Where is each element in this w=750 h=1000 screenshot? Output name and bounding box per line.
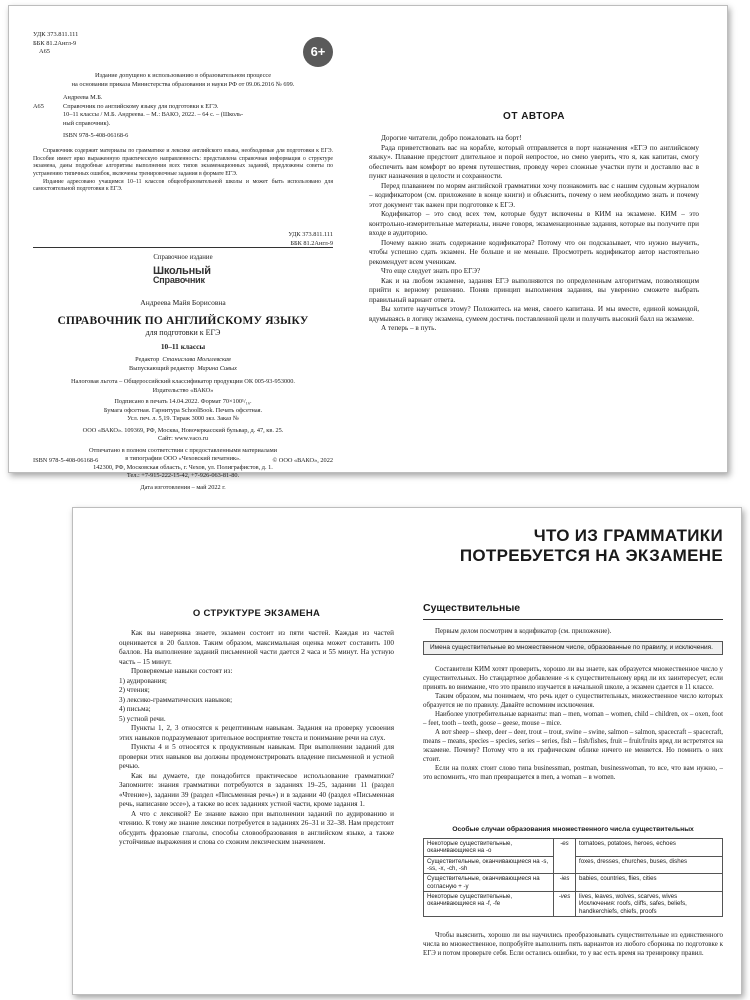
grammar-intro: Первым делом посмотрим в кодификатор (см. приложение). (435, 628, 612, 635)
structure-paragraph: Как вы думаете, где понадобится практическое использование грамматики? Запомните: знания грамматики потребуются в заданиях 19–25, задании 11 (раздел «Чтение»), задании 39 (раздел «Письменная речь») и в задании 40 (раздел «Письменная речь, написание эссе»), а также во всех заданиях устной части, кроме задания 1. (119, 771, 394, 808)
structure-heading: О СТРУКТУРЕ ЭКЗАМЕНА (192, 608, 321, 619)
grammar-paragraph: Если на полях стоит слово типа businessman, postman, businesswoman, то все, что вам нужно, – это вспомнить, что man превращается в men, а woman – в women. (423, 764, 723, 781)
age-rating-badge: 6+ (303, 37, 333, 67)
foreword-paragraph: Перед плаванием по морям английской грамматики хочу познакомить вас с нашим судовым журналом – кодификатором (см. приложение в конце книги) и объяснить, почему о нем необходимо знать и почему этот документ так важен при подготовке к ЕГЭ. (369, 181, 699, 209)
annotation (33, 148, 333, 194)
approval-line-2: на основании приказа Министерства образования и науки РФ от 09.06.2016 № 699. (71, 80, 295, 88)
structure-paragraph: Пункты 1, 2, 3 относятся к рецептивным навыкам. Задания на проверку усвоения этих навыков подразумевают зрительное восприятие текста и понимание речи на слух. (119, 724, 394, 742)
printing-line-3: 142300, РФ, Московская область, г. Чехов, ул. Полиграфистов, д. 1. (93, 463, 273, 471)
foreword-heading: ОТ АВТОРА (503, 111, 565, 122)
plural-rules-table (423, 838, 723, 917)
grammar-title (423, 526, 723, 567)
ending-cell: -ies (554, 874, 576, 892)
rule-cell: Существительные, оканчивающиеся на согласную + -y (424, 874, 554, 892)
grammar-title-line-2: ПОТРЕБУЕТСЯ НА ЭКЗАМЕНЕ (459, 546, 723, 566)
rule-cell: Некоторые существительные, оканчивающиеся на -f, -fe (424, 891, 554, 916)
annotation-text-2: Издание адресовано учащимся 10–11 классов общеобразовательной школы и может быть использовано для самостоятельной подготовки к ЕГЭ. (33, 178, 333, 193)
structure-body (119, 629, 394, 848)
logo-line-1: Школьный (153, 265, 211, 277)
udk-code: УДК 373.811.111 (33, 31, 79, 38)
examples-cell: lives, leaves, wolves, scarves, wives Исключения: roofs, cliffs, safes, beliefs, handkerchiefs, chiefs, proofs (576, 891, 723, 916)
skill-item: 2) чтения; (119, 686, 150, 694)
isbn: ISBN 978-5-408-06168-6 (63, 132, 129, 139)
foreword-paragraph: А теперь – в путь. (381, 324, 437, 332)
grammar-body (423, 666, 723, 783)
table-row (424, 839, 723, 857)
editor-name: Станислава Могилевская (162, 356, 231, 363)
biblio-line-3: ный справочник). (63, 119, 111, 127)
codifier-box: Имена существительные во множественном числе, образованные по правилу, и исключения. (423, 641, 723, 655)
foreword-paragraph: Что еще следует знать про ЕГЭ? (381, 267, 481, 275)
grammar-paragraph: А вот sheep – sheep, deer – deer, trout – trout, swine – swine, salmon – salmon, spacecraft – spacecraft, means – means, species – species, series – series, fish – fish/fishes, fruit – fruit/fruits вряд ли встретятся на экзамене. Почему? Потому что в их графическом облике ничего не меняется. Но помнить о них стоит. (423, 728, 723, 763)
publisher-site: Сайт: www.vaco.ru (158, 435, 208, 442)
book-grades: 10–11 классы (160, 342, 206, 351)
structure-paragraph: А что с лексикой? Ее знание важно при выполнении заданий по аудированию и чтению. К тому же знание лексики потребуется в заданиях 26–31 и 32–38. Нам предстоит обсудить фразовые глаголы, способы словообразования в английском языке, а также устойчивые выражения и слова со схожим лексическим значением. (119, 809, 394, 846)
printing-line-1: Отпечатано в полном соответствии с предоставленными материалами (88, 446, 278, 454)
author-sign: А65 (39, 48, 51, 56)
foreword-paragraph: Вы хотите научиться этому? Положитесь на меня, своего капитана. И мы вместе, единой командой, вдумываясь в логику экзамена, сумеем достичь поставленной цели и получить высокий балл на экзамене. (369, 305, 699, 323)
structure-paragraph: Пункты 4 и 5 относятся к продуктивным навыкам. При выполнении заданий для проверки этих навыков вы должны продемонстрировать владение письменной и устной речью. (119, 743, 394, 770)
issuing-editor-name: Марина Сивых (197, 364, 237, 372)
author-foreword-page (369, 6, 699, 472)
publisher-line: Издательство «ВАКО» (152, 386, 214, 394)
print-info (33, 378, 333, 492)
author-short-name: Андреева М.Б. (63, 94, 103, 101)
print-line-3: Усл. печ. л. 5,19. Тираж 3000 экз. Заказ № (127, 415, 239, 422)
biblio-line-1: Справочник по английскому языку для подготовки к ЕГЭ. (63, 102, 219, 110)
author-full-name: Андреева Майя Борисовна (140, 298, 226, 307)
examples-cell: tomatoes, potatoes, heroes, echoes (576, 839, 723, 857)
print-line-2: Бумага офсетная. Гарнитура SchoolBook. Печать офсетная. (103, 406, 263, 414)
examples-cell: babies, countries, flies, cities (576, 874, 723, 892)
book-title: СПРАВОЧНИК ПО АНГЛИЙСКОМУ ЯЗЫКУ (57, 315, 309, 327)
rule-cell: Существительные, оканчивающиеся на -s, -ss, -x, -ch, -sh (424, 856, 554, 874)
book-spread-top (8, 5, 728, 491)
imprint-footer (33, 457, 333, 466)
issuing-editor-label: Выпускающий редактор (129, 364, 195, 372)
exam-structure-page (119, 508, 394, 994)
print-line-1: Подписано в печать 14.04.2022. Формат 70×100¹/₁₆. (114, 398, 252, 405)
copyright: © ООО «ВАКО», 2022 (272, 457, 333, 464)
skill-item: 5) устной речи. (119, 714, 166, 723)
table-row (424, 874, 723, 892)
editors (33, 356, 333, 373)
examples-cell: foxes, dresses, churches, buses, dishes (576, 856, 723, 874)
book-spread-bottom (72, 507, 742, 995)
foreword-paragraph: Как и на любом экзамене, задания ЕГЭ выполняются по определенным алгоритмам, позволяющим прийти к верному решению. Поняв принцип выполнения задания, вы уверенно сможете выбрать правильный вариант ответа. (369, 276, 699, 304)
grammar-title-line-1: ЧТО ИЗ ГРАММАТИКИ (533, 526, 723, 545)
grammar-page (423, 508, 723, 994)
printing-line-2: в типографии ООО «Чеховский печатник». (125, 455, 241, 462)
skill-item: 4) письма; (119, 705, 151, 713)
publisher-address: ООО «ВАКО». 109369, РФ, Москва, Новочеркасский бульвар, д. 47, кв. 25. (82, 426, 284, 434)
structure-paragraph: Проверяемые навыки состоят из: (131, 667, 233, 675)
nouns-section-title: Существительные (423, 602, 723, 620)
udk-right: УДК 373.811.111 (288, 231, 333, 238)
udk-block (33, 31, 78, 57)
bbk-right: ББК 81.2Англ-9 (290, 239, 333, 247)
approval-line-1: Издание допущено к использованию в образовательном процессе (94, 72, 272, 79)
tax-line: Налоговая льгота – Общероссийский классификатор продукции ОК 005-93-953000. (70, 378, 296, 385)
ending-cell: -es (554, 839, 576, 874)
foreword-paragraph: Кодификатор – это свод всех тем, которые будут включены в КИМ на экзамене. КИМ – это контрольно-измерительные материалы, иначе говоря, экзаменационные задания, которые вы получите при входе в аудиторию. (369, 210, 699, 237)
approval-note (33, 72, 333, 89)
table-caption: Особые случаи образования множественного числа существительных (452, 826, 694, 833)
table-row (424, 891, 723, 916)
printing-line-4: Тел.: +7-915-222-15-42, +7-926-063-81-80. (126, 472, 240, 479)
manufacture-date: Дата изготовления – май 2022 г. (140, 483, 226, 491)
skill-item: 1) аудирования; (119, 676, 167, 685)
logo-line-2: Справочник (153, 275, 205, 286)
foreword-body (369, 134, 699, 334)
editor-label: Редактор (135, 356, 160, 363)
udk-right-block (33, 231, 333, 248)
biblio-line-2: 10–11 классы / М.Б. Андреева. – М.: ВАКО, 2022. – 64 с. – (Школь- (63, 111, 244, 118)
skill-item: 3) лексико-грамматических навыков; (119, 695, 233, 704)
grammar-paragraph: Составители КИМ хотят проверить, хорошо ли вы знаете, как образуется множественное число у существительных. Но стандартное добавление -s к существительному вряд ли их заинтересует, если принять во внимание, что это правило изучается в начальной школе, а экзамен сдается в 11 классе. (423, 666, 723, 691)
annotation-text-1: Справочник содержит материалы по грамматике и лексике английского языка, необходимые для подготовки к ЕГЭ. Пособие имеет ярко выраженную практическую направленность: представлена справочная информация о структуре экзамена, даны подробные алгоритмы выполнения всех типов экзаменационных заданий, предложены советы по устранению типичных ошибок, включены тренировочные задания в формате ЕГЭ. (33, 148, 333, 177)
bibliographic-record (33, 94, 333, 141)
imprint-page (33, 6, 333, 491)
grammar-paragraph: Таким образом, мы понимаем, что речь идет о существительных, множественное число которых образуется не по правилу. Давайте вспомним исключения. (423, 692, 723, 709)
ending-cell: -ves (554, 891, 576, 916)
isbn-bottom: ISBN 978-5-408-06168-6 (33, 457, 99, 464)
grammar-paragraph: Наиболее употребительные варианты: man – men, woman – women, child – children, ox – oxen, foot – feet, tooth – teeth, goose – geese, mouse – mice. (423, 710, 723, 727)
divider (33, 247, 333, 248)
edition-type: Справочное издание (153, 254, 213, 261)
author-sign-2: А65 (33, 102, 44, 110)
rule-cell: Некоторые существительные, оканчивающиеся на -o (424, 839, 554, 857)
foreword-paragraph: Дорогие читатели, добро пожаловать на борт! (381, 134, 522, 142)
grammar-outro: Чтобы выяснить, хорошо ли вы научились преобразовывать существительные из единственного числа во множественное, попробуйте выполнить пять вариантов из любого сборника по подготовке к ЕГЭ и потом проверьте себя. Если остались ошибки, то у вас есть время на тренировку правил. (423, 932, 723, 957)
foreword-paragraph: Рада приветствовать вас на корабле, который отправляется в порт назначения «ЕГЭ по английскому языку». Плавание предстоит длительное и порой непростое, но смею уверить, что я, как капитан, смогу обеспечить вам комфорт во время путешествия, проведу через сложные участки пути и доставлю вас в пункт назначения в целости и сохранности. (369, 143, 699, 180)
foreword-paragraph: Почему важно знать содержание кодификатора? Потому что он подсказывает, что нужно выучить, чтобы успешно сдать экзамен. Не больше и не меньше. Просмотреть кодификатор автор настоятельно рекомендует всем ученикам. (369, 238, 699, 266)
book-subtitle: для подготовки к ЕГЭ (145, 328, 221, 337)
bbk-code: ББК 81.2Англ-9 (33, 39, 77, 47)
structure-paragraph: Как вы наверняка знаете, экзамен состоит из пяти частей. Каждая из частей оценивается в 20 баллов. Таким образом, максимальная оценка может составить 100 баллов. На выполнение заданий письменной части дается 2 часа и 55 минут. На устную часть – 15 минут. (119, 629, 394, 666)
series-logo (153, 266, 211, 285)
